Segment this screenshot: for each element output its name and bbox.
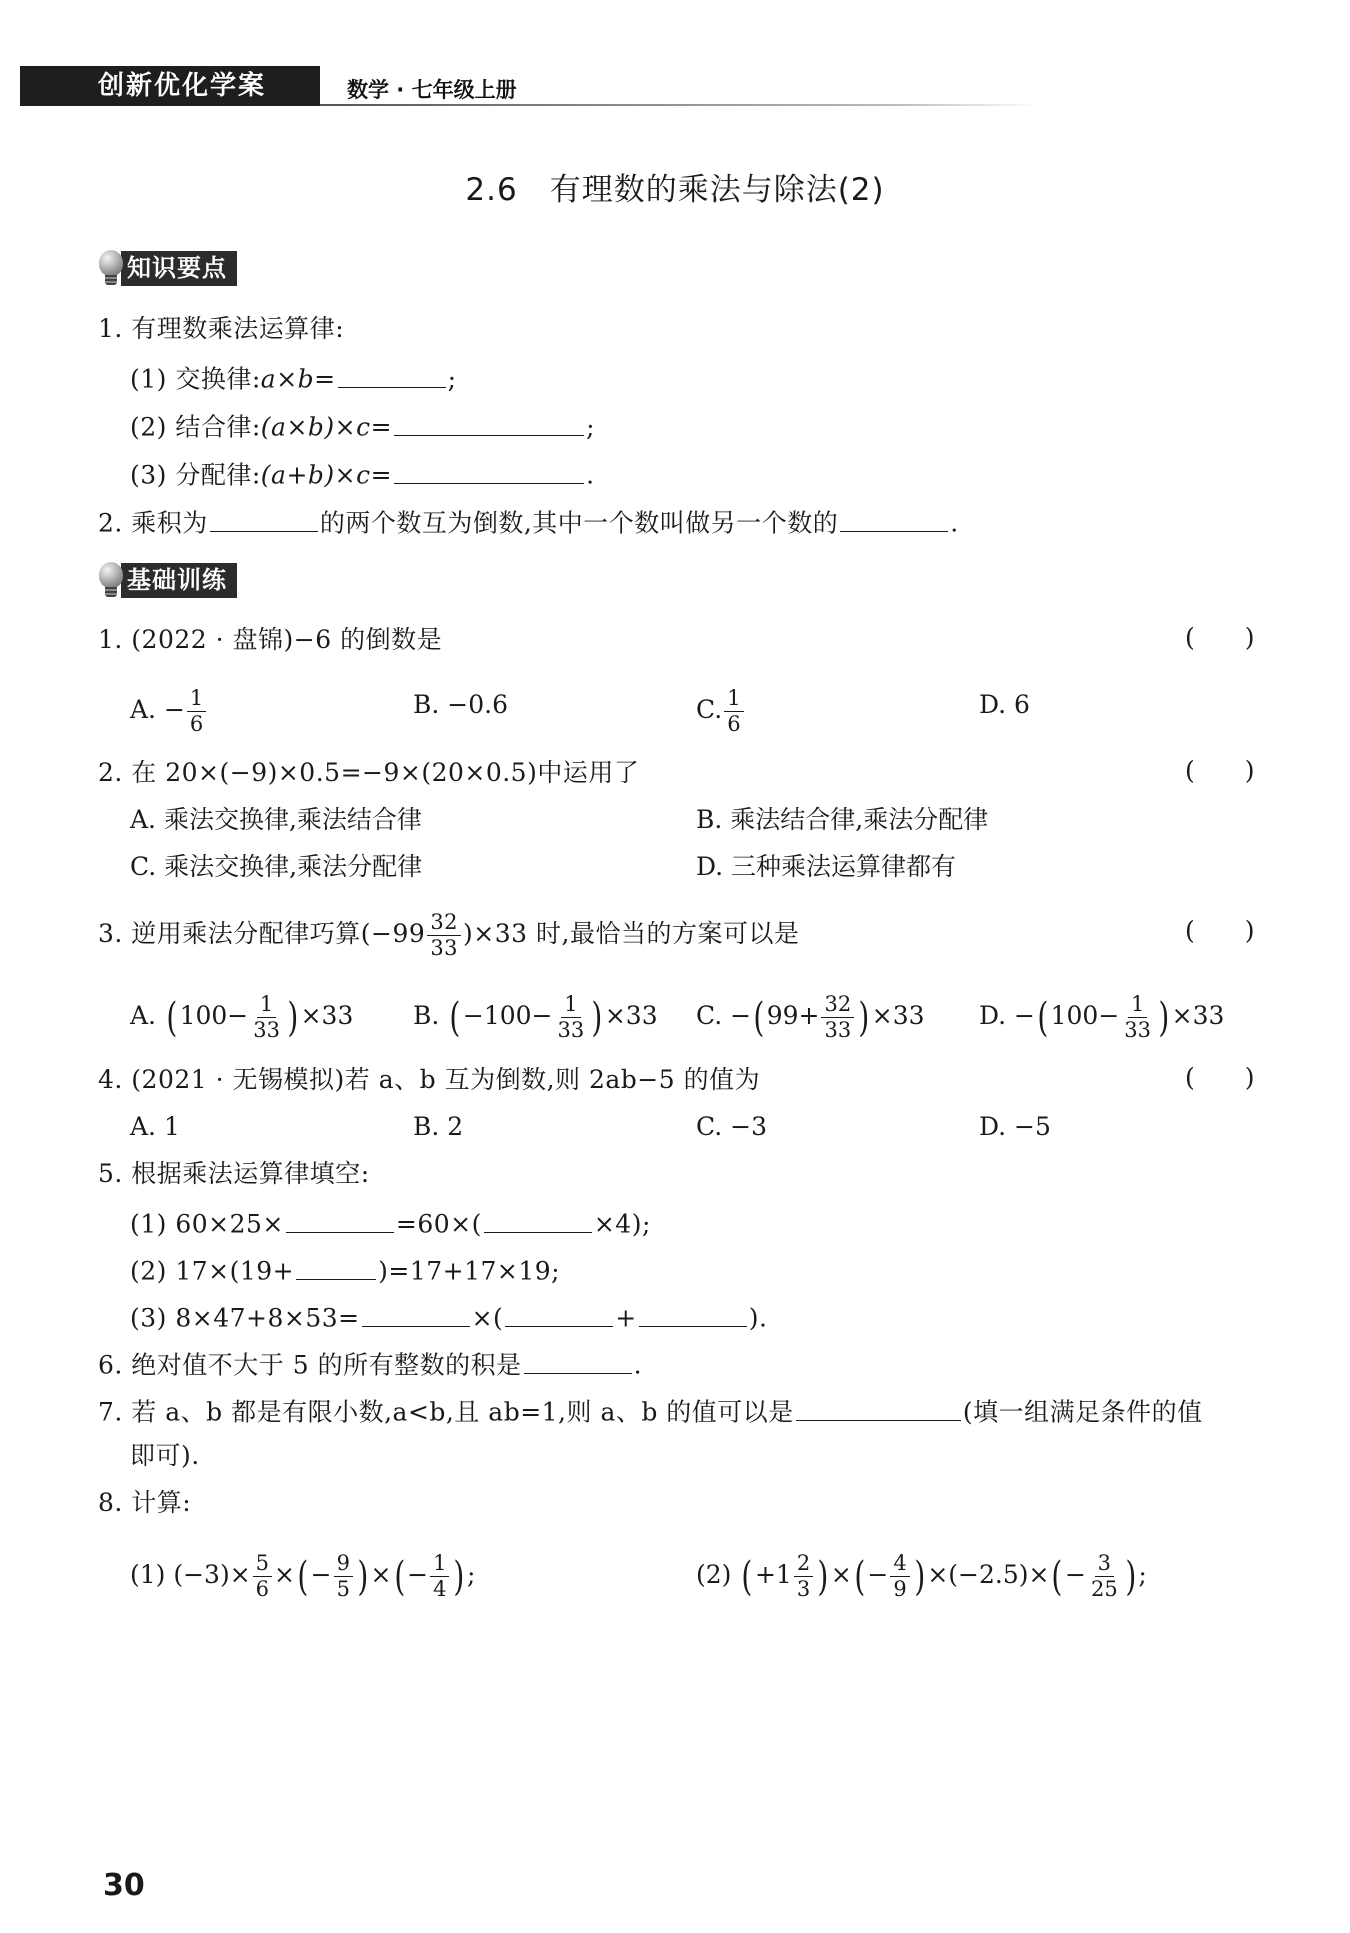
q3-option-a[interactable]: A. (100− $\frac{1}{33}$ )×33 bbox=[130, 992, 354, 1042]
label: ). bbox=[748, 1303, 768, 1333]
label: (2) 17×(19+ bbox=[130, 1256, 295, 1286]
section-knowledge-label: 知识要点 bbox=[121, 251, 237, 286]
q4-option-b[interactable]: B. 2 bbox=[413, 1112, 464, 1141]
fraction: $\frac{1}{33}$ bbox=[253, 992, 280, 1042]
label: ×( bbox=[471, 1303, 504, 1333]
q4-option-d[interactable]: D. −5 bbox=[979, 1112, 1051, 1141]
header-brand-bar bbox=[20, 66, 320, 106]
question-7 bbox=[98, 1392, 1203, 1430]
q1-option-a[interactable] bbox=[130, 688, 208, 735]
fraction: $\frac{5}{6}$ bbox=[253, 1553, 272, 1600]
q1-option-c[interactable] bbox=[696, 688, 746, 735]
answer-blank[interactable] bbox=[394, 455, 584, 484]
page-title: 2.6 有理数的乘法与除法(2) bbox=[465, 172, 885, 208]
label: (3) 8×47+8×53= bbox=[130, 1303, 360, 1333]
label: 6. 绝对值不大于 5 的所有整数的积是 bbox=[98, 1350, 522, 1380]
answer-blank[interactable] bbox=[286, 1204, 394, 1233]
q3-option-c[interactable]: C. −(99+ $\frac{32}{33}$ )×33 bbox=[696, 992, 925, 1042]
knowledge-item-1: 1. 有理数乘法运算律: bbox=[98, 314, 345, 343]
label: 的两个数互为倒数,其中一个数叫做另一个数的 bbox=[319, 508, 839, 538]
fraction: $\frac{1}{4}$ bbox=[430, 1553, 449, 1600]
fraction: $\frac{4}{9}$ bbox=[890, 1553, 909, 1600]
q4-option-c[interactable]: C. −3 bbox=[696, 1112, 767, 1141]
question-5-2 bbox=[130, 1251, 560, 1289]
lightbulb-icon bbox=[97, 562, 123, 598]
question-3 bbox=[98, 912, 799, 959]
label: + bbox=[615, 1303, 637, 1333]
question-5-3 bbox=[130, 1298, 767, 1336]
label: 7. 若 a、b 都是有限小数,a<b,且 ab=1,则 a、b 的值可以是 bbox=[98, 1397, 794, 1427]
expr: (a×b)×c= bbox=[260, 412, 393, 442]
answer-parentheses[interactable]: () bbox=[1185, 756, 1305, 785]
header-subject: 数学 · 七年级上册 bbox=[347, 78, 517, 102]
q3-option-b[interactable]: B. (−100− $\frac{1}{33}$ )×33 bbox=[413, 992, 658, 1042]
label: (2) 结合律: bbox=[130, 412, 261, 442]
section-basic-label: 基础训练 bbox=[121, 563, 237, 598]
answer-parentheses[interactable]: () bbox=[1185, 1063, 1305, 1092]
expr: (a+b)×c= bbox=[260, 460, 393, 490]
question-8-2: (2) (+1 $\frac{2}{3}$ )×(− $\frac{4}{9}$ )×(−2.5)×(− $\frac{3}{25}$ ); bbox=[696, 1551, 1147, 1601]
fraction: $\frac{1}{6}$ bbox=[724, 688, 743, 735]
label: 3. 逆用乘法分配律巧算(−99 bbox=[98, 919, 426, 948]
answer-blank[interactable] bbox=[505, 1298, 613, 1327]
fraction: $\frac{1}{33}$ bbox=[1124, 992, 1152, 1042]
label: (3) 分配律: bbox=[130, 460, 261, 490]
fraction: $\frac{9}{5}$ bbox=[334, 1553, 353, 1600]
expr: a×b= bbox=[260, 364, 336, 394]
answer-blank[interactable] bbox=[210, 503, 318, 532]
label: (1) 60×25× bbox=[130, 1209, 284, 1239]
answer-parentheses[interactable]: () bbox=[1185, 916, 1305, 945]
q4-option-a[interactable]: A. 1 bbox=[130, 1112, 180, 1141]
question-5-1 bbox=[130, 1204, 651, 1242]
header-rule bbox=[320, 104, 1040, 106]
fraction: $\frac{3}{25}$ bbox=[1091, 1551, 1118, 1601]
fraction: $\frac{2}{3}$ bbox=[794, 1553, 813, 1600]
answer-blank[interactable] bbox=[639, 1298, 747, 1327]
q1-option-d[interactable]: D. 6 bbox=[979, 690, 1030, 719]
question-8: 8. 计算: bbox=[98, 1488, 192, 1517]
label: (1) (−3)× bbox=[130, 1560, 251, 1589]
answer-blank[interactable] bbox=[296, 1251, 376, 1280]
label: (1) 交换律: bbox=[130, 364, 261, 394]
knowledge-item-1-1: (1) 交换律:a×b= ; bbox=[130, 359, 457, 397]
label: B. bbox=[413, 1001, 440, 1030]
answer-blank[interactable] bbox=[524, 1345, 632, 1374]
label: C. bbox=[696, 695, 723, 724]
question-8-1: (1) (−3)× $\frac{5}{6}$ ×(− $\frac{9}{5}$ )×(− $\frac{1}{4}$ ); bbox=[130, 1551, 476, 1601]
question-2: 2. 在 20×(−9)×0.5=−9×(20×0.5)中运用了 bbox=[98, 758, 640, 787]
label: )=17+17×19; bbox=[378, 1256, 561, 1286]
q2-option-a[interactable]: A. 乘法交换律,乘法结合律 bbox=[130, 805, 422, 834]
q2-option-b[interactable]: B. 乘法结合律,乘法分配律 bbox=[696, 805, 989, 834]
question-6: 6. 绝对值不大于 5 的所有整数的积是 . bbox=[98, 1345, 642, 1383]
answer-blank[interactable] bbox=[796, 1392, 961, 1421]
answer-parentheses[interactable]: () bbox=[1185, 623, 1305, 652]
label: (2) bbox=[696, 1560, 732, 1589]
section-knowledge bbox=[97, 250, 237, 286]
knowledge-item-1-3: (3) 分配律:(a+b)×c= . bbox=[130, 455, 595, 493]
q1-option-b[interactable]: B. −0.6 bbox=[413, 690, 508, 719]
label: D. − bbox=[979, 1001, 1035, 1030]
question-4: 4. (2021 · 无锡模拟)若 a、b 互为倒数,则 2ab−5 的值为 bbox=[98, 1065, 761, 1094]
q3-option-d[interactable]: D. −(100− $\frac{1}{33}$ )×33 bbox=[979, 992, 1225, 1042]
knowledge-item-2: 2. 乘积为 的两个数互为倒数,其中一个数叫做另一个数的 . bbox=[98, 503, 959, 541]
header-brand: 创新优化学案 bbox=[98, 71, 267, 101]
q2-option-c[interactable]: C. 乘法交换律,乘法分配律 bbox=[130, 852, 423, 881]
label: ×4); bbox=[593, 1209, 651, 1239]
answer-blank[interactable] bbox=[338, 359, 446, 388]
fraction: $\frac{32}{33}$ bbox=[427, 912, 461, 959]
question-7-cont: 即可). bbox=[130, 1441, 200, 1470]
section-basic bbox=[97, 562, 237, 598]
page-number: 30 bbox=[103, 1868, 145, 1903]
label: )×33 时,最恰当的方案可以是 bbox=[463, 919, 800, 948]
answer-blank[interactable] bbox=[394, 407, 584, 436]
label: 2. 乘积为 bbox=[98, 508, 208, 538]
label: C. − bbox=[696, 1001, 752, 1030]
knowledge-item-1-2: (2) 结合律:(a×b)×c= ; bbox=[130, 407, 595, 445]
fraction: $\frac{1}{6}$ bbox=[187, 688, 206, 735]
label: A. − bbox=[130, 695, 185, 724]
answer-blank[interactable] bbox=[484, 1204, 592, 1233]
q2-option-d[interactable]: D. 三种乘法运算律都有 bbox=[696, 852, 957, 881]
question-5: 5. 根据乘法运算律填空: bbox=[98, 1159, 370, 1188]
label: =60×( bbox=[395, 1209, 482, 1239]
answer-blank[interactable] bbox=[840, 503, 948, 532]
question-1: 1. (2022 · 盘锦)−6 的倒数是 bbox=[98, 625, 443, 654]
answer-blank[interactable] bbox=[362, 1298, 470, 1327]
lightbulb-icon bbox=[97, 250, 123, 286]
label: (填一组满足条件的值 bbox=[962, 1397, 1203, 1427]
label: A. bbox=[130, 1001, 157, 1030]
fraction: $\frac{32}{33}$ bbox=[821, 994, 854, 1041]
fraction: $\frac{1}{33}$ bbox=[557, 992, 585, 1042]
